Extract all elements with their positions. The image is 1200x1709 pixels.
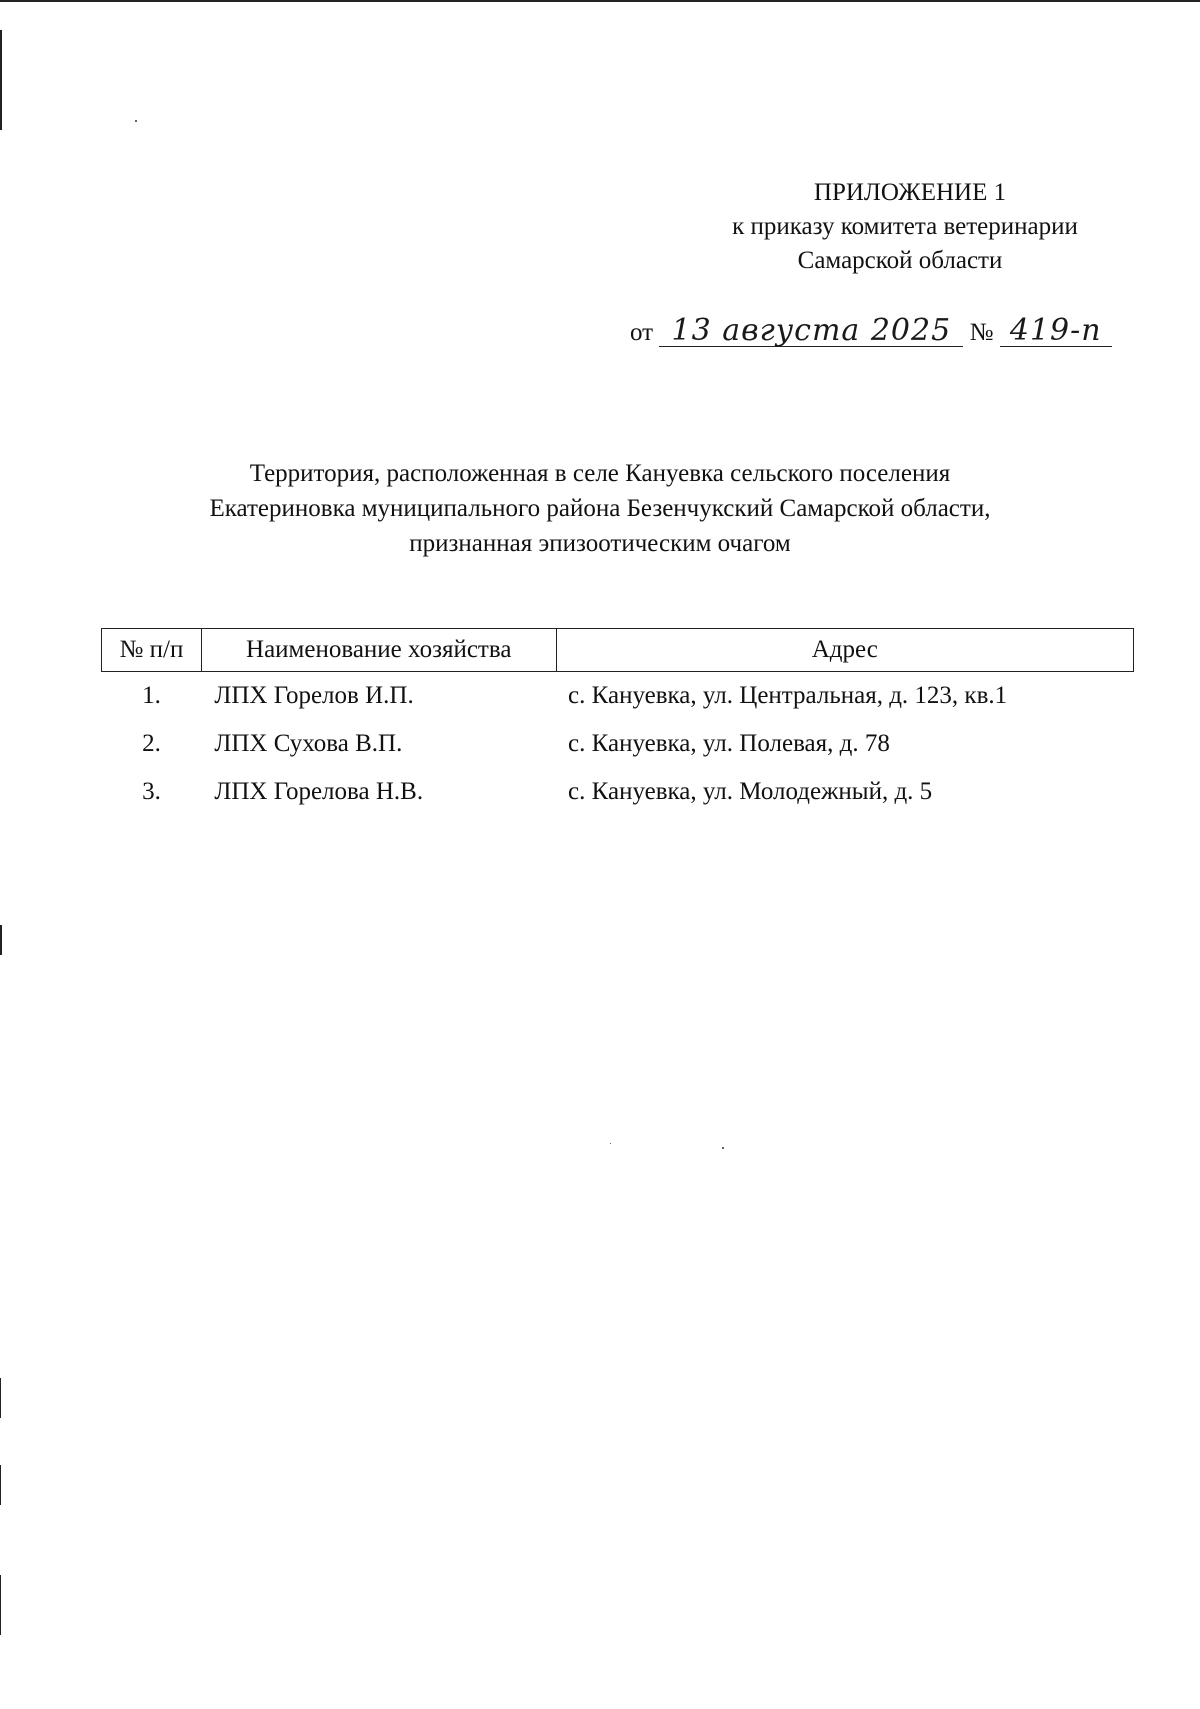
column-header-address: Адрес [556, 629, 1133, 672]
table-row [102, 768, 1134, 816]
appendix-reference: к приказу комитета ветеринарии [732, 213, 1078, 240]
scan-speck [722, 1147, 724, 1149]
order-date-handwritten: 13 августа 2025 [659, 316, 963, 347]
order-line [630, 313, 1112, 348]
household-address: с. Кануевка, ул. Полевая, д. 78 [568, 730, 890, 757]
document-heading [150, 456, 1050, 561]
household-name: ЛПХ Горелов И.П. [214, 682, 414, 709]
heading-line: признанная эпизоотическим очагом [409, 530, 791, 557]
row-number: 2. [142, 730, 161, 757]
order-from-label: от [630, 319, 654, 346]
row-number: 3. [142, 778, 161, 805]
household-name: ЛПХ Горелова Н.В. [214, 778, 424, 805]
appendix-block [660, 176, 1150, 278]
heading-line: Екатериновка муниципального района Безенчукский Самарской области, [209, 495, 991, 522]
household-name: ЛПХ Сухова В.П. [214, 730, 403, 757]
scan-edge-mark [0, 1465, 1, 1505]
column-header-name: Наименование хозяйства [201, 629, 556, 672]
scan-edge-mark [0, 1575, 1, 1635]
table-row [102, 672, 1134, 721]
scan-top-edge [0, 0, 1200, 2]
appendix-title: ПРИЛОЖЕНИЕ 1 [813, 179, 1007, 206]
households-table [101, 628, 1134, 816]
scan-speck [135, 120, 137, 122]
scan-edge-mark [0, 30, 2, 130]
row-number: 1. [142, 682, 161, 709]
order-number-label: № [969, 319, 994, 346]
scan-edge-mark [0, 925, 2, 955]
scan-speck [610, 1143, 611, 1144]
column-header-number: № п/п [102, 629, 202, 672]
household-address: с. Кануевка, ул. Молодежный, д. 5 [568, 778, 933, 805]
household-address: с. Кануевка, ул. Центральная, д. 123, кв.1 [568, 682, 1008, 709]
table-row [102, 720, 1134, 768]
scan-edge-mark [0, 1378, 1, 1418]
order-number-handwritten: 419-п [1000, 316, 1112, 347]
heading-line: Территория, расположенная в селе Кануевка сельского поселения [249, 460, 951, 487]
appendix-region: Самарской области [797, 247, 1003, 274]
table-header-row [102, 629, 1134, 672]
